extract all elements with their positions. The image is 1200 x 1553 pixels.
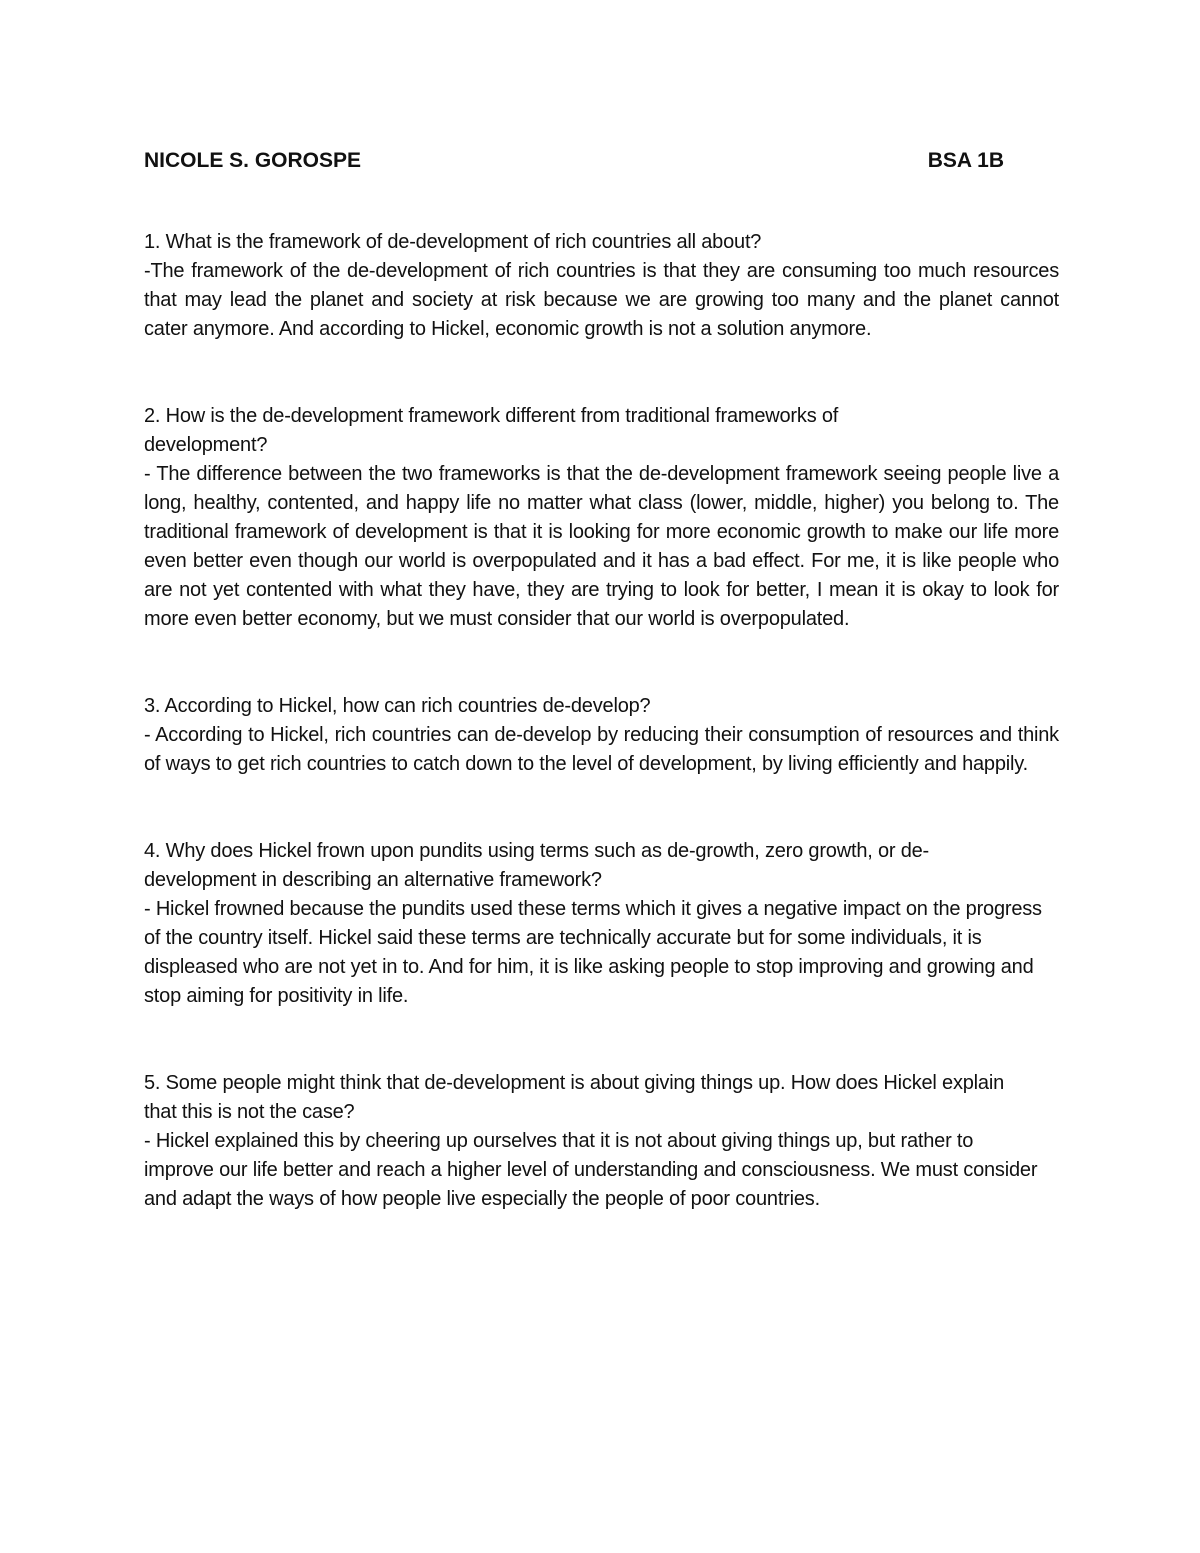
answer-4: - Hickel frowned because the pundits used these terms which it gives a negative impact on the progress of the country itself. Hickel said these terms are technically accurate but for some individuals, it is displeased who are not yet in to. And for him, it is like asking people to stop improving and growing and stop aiming for positivity in life. (144, 898, 1042, 1007)
student-name: NICOLE S. GOROSPE (144, 149, 362, 172)
student-section: BSA 1B (927, 149, 1004, 172)
answer-1: -The framework of the de-development of rich countries is that they are consuming too much resources that may lead the planet and society at risk because we are growing too many and the planet cannot cater anymore. And according to Hickel, economic growth is not a solution anymore. (144, 260, 1059, 340)
question-2: 2. How is the de-development framework different from traditional frameworks of development? (144, 405, 839, 456)
answer-3: - According to Hickel, rich countries can de-develop by reducing their consumption of resources and think of ways to get rich countries to catch down to the level of development, by living efficiently and happily. (144, 724, 1059, 775)
qa-item-5 (144, 1069, 1059, 1214)
qa-item-2 (144, 402, 1059, 634)
document-body (144, 228, 1059, 1272)
question-5: 5. Some people might think that de-development is about giving things up. How does Hickel explain that this is not the case? (144, 1072, 1005, 1123)
answer-5: - Hickel explained this by cheering up ourselves that it is not about giving things up, but rather to improve our life better and reach a higher level of understanding and consciousness. We must consider and adapt the ways of how people live especially the people of poor countries. (144, 1130, 1038, 1210)
qa-item-1 (144, 228, 1059, 344)
answer-2: - The difference between the two frameworks is that the de-development framework seeing people live a long, healthy, contented, and happy life no matter what class (lower, middle, higher) you belong to. The traditional framework of development is that it is looking for more economic growth to make our life more even better even though our world is overpopulated and it has a bad effect. For me, it is like people who are not yet contented with what they have, they are trying to look for better, I mean it is okay to look for more even better economy, but we must consider that our world is overpopulated. (144, 463, 1059, 630)
question-3: 3. According to Hickel, how can rich countries de-develop? (144, 695, 651, 717)
question-1: 1. What is the framework of de-development of rich countries all about? (144, 231, 762, 253)
question-4: 4. Why does Hickel frown upon pundits using terms such as de-growth, zero growth, or de-development in describing an alternative framework? (144, 840, 929, 891)
qa-item-3 (144, 692, 1059, 779)
qa-item-4 (144, 837, 1059, 1011)
document-header (144, 146, 1004, 176)
